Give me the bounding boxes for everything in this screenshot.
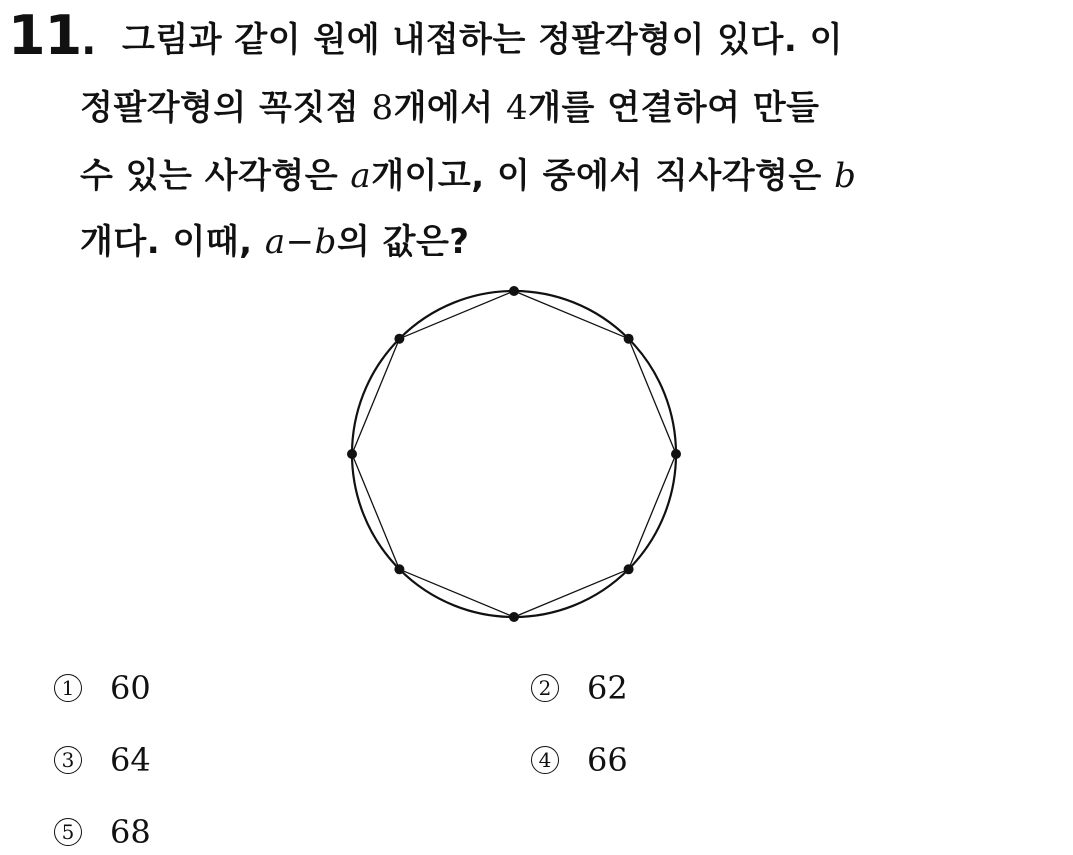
variable-a: a bbox=[350, 156, 372, 196]
octagon-vertex-3 bbox=[671, 449, 681, 459]
choice-3[interactable] bbox=[54, 740, 151, 780]
stem-line-2-text-b: 개에서 bbox=[393, 88, 506, 128]
stem-line-3 bbox=[80, 152, 856, 200]
vertex-count-number: 8 bbox=[371, 88, 394, 128]
question-number-value: 11 bbox=[8, 4, 82, 67]
question-number-dot: . bbox=[81, 18, 96, 64]
choice-4-mark: 4 bbox=[531, 746, 559, 774]
choice-2-value: 62 bbox=[587, 669, 628, 707]
octagon-vertices bbox=[347, 286, 681, 622]
choice-1-mark: 1 bbox=[54, 674, 82, 702]
stem-line-4-text-a: 개다. 이때, bbox=[80, 222, 265, 262]
variable-b: b bbox=[834, 156, 857, 196]
choice-1-value: 60 bbox=[110, 669, 151, 707]
choice-2[interactable] bbox=[531, 668, 628, 708]
stem-line-4-text-b: 의 값은? bbox=[336, 222, 470, 262]
choice-2-mark: 2 bbox=[531, 674, 559, 702]
octagon-vertex-1 bbox=[509, 286, 519, 296]
question-number bbox=[8, 4, 95, 73]
octagon-vertex-4 bbox=[624, 564, 634, 574]
stem-line-3-text-a: 수 있는 사각형은 bbox=[80, 156, 351, 196]
octagon-diagram bbox=[340, 280, 690, 630]
choice-5[interactable] bbox=[54, 812, 151, 852]
expression-variable-a: a bbox=[264, 222, 286, 262]
octagon-vertex-6 bbox=[394, 564, 404, 574]
octagon-vertex-7 bbox=[347, 449, 357, 459]
choice-4[interactable] bbox=[531, 740, 628, 780]
octagon-vertex-2 bbox=[624, 334, 634, 344]
octagon-vertex-5 bbox=[509, 612, 519, 622]
stem-line-2-text-c: 개를 연결하여 만들 bbox=[528, 88, 820, 128]
stem-line-3-text-b: 개이고, 이 중에서 직사각형은 bbox=[371, 156, 835, 196]
choice-5-mark: 5 bbox=[54, 818, 82, 846]
choice-3-mark: 3 bbox=[54, 746, 82, 774]
minus-sign: − bbox=[285, 222, 315, 262]
stem-line-1: 그림과 같이 원에 내접하는 정팔각형이 있다. 이 bbox=[122, 20, 843, 60]
stem-line-2 bbox=[80, 84, 820, 132]
selected-count-number: 4 bbox=[505, 88, 529, 128]
octagon-vertex-8 bbox=[394, 334, 404, 344]
choice-3-value: 64 bbox=[110, 741, 151, 779]
expression-variable-b: b bbox=[314, 222, 337, 262]
choice-1[interactable] bbox=[54, 668, 151, 708]
octagon-figure bbox=[340, 280, 690, 630]
stem-line-4 bbox=[80, 218, 470, 266]
stem-line-2-text-a: 정팔각형의 꼭짓점 bbox=[80, 88, 372, 128]
choice-4-value: 66 bbox=[587, 741, 628, 779]
choice-5-value: 68 bbox=[110, 813, 151, 851]
